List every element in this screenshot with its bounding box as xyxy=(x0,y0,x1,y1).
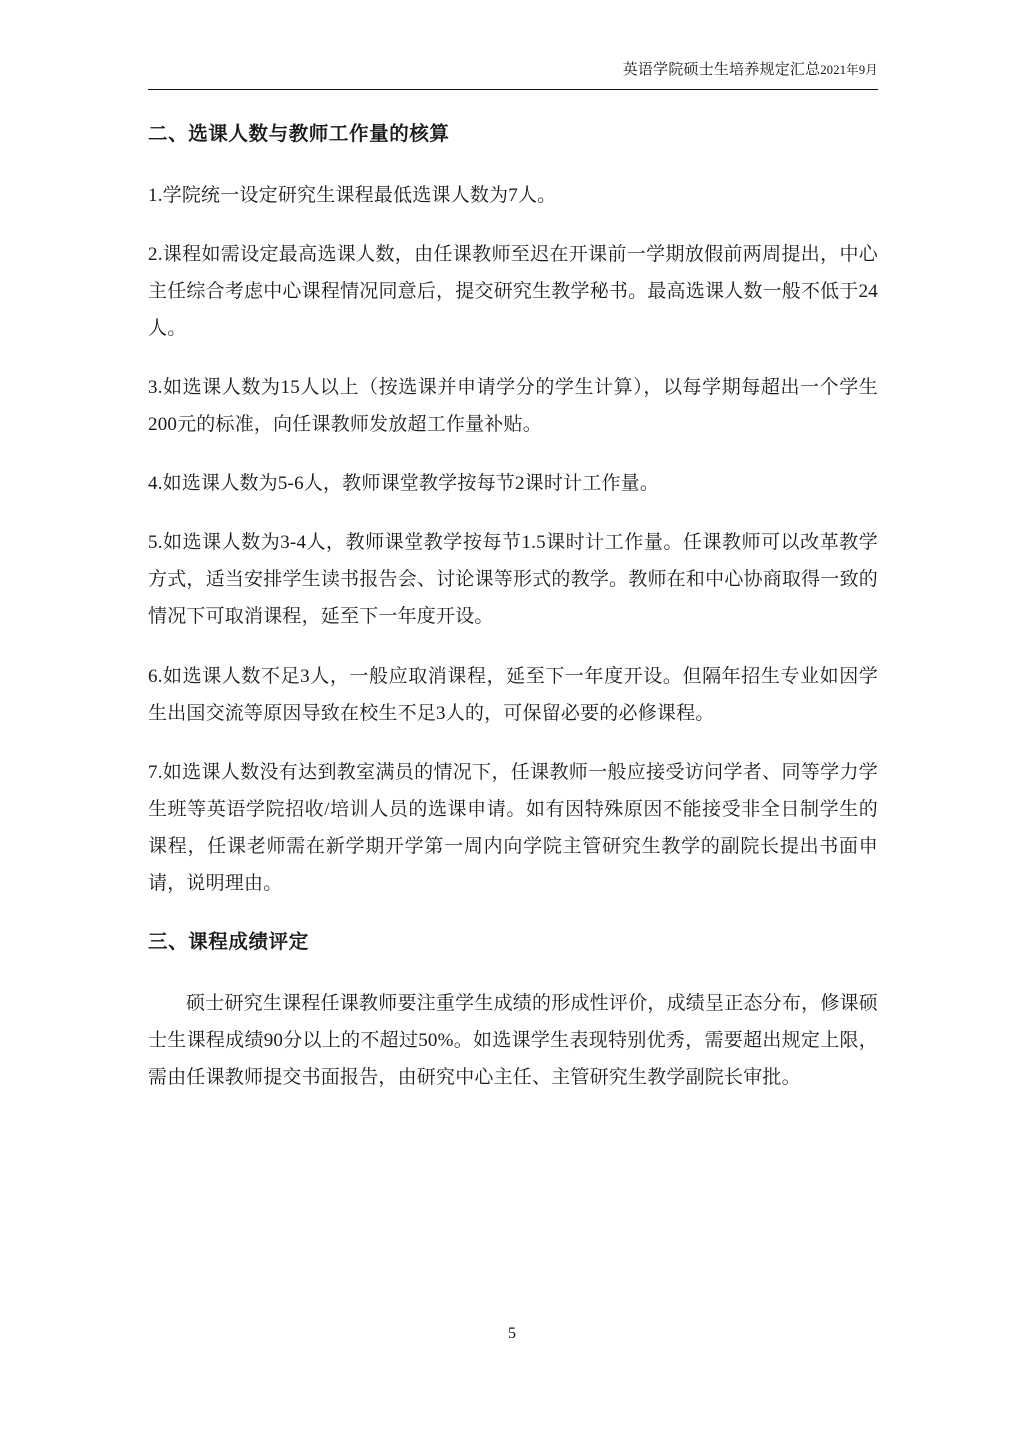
paragraph-item-1: 1.学院统一设定研究生课程最低选课人数为7人。 xyxy=(148,185,557,207)
paragraph-item-5: 5.如选课人数为3-4人，教师课堂教学按每节1.5课时计工作量。任课教师可以改革教学方式，适当安排学生读书报告会、讨论课等形式的教学。教师在和中心协商取得一致的情况下可取消课程，延至下一年度开设。 xyxy=(148,532,878,628)
paragraph-grading: 硕士研究生课程任课教师要注重学生成绩的形成性评价，成绩呈正态分布，修课硕士生课程成绩90分以上的不超过50%。如选课学生表现特别优秀，需要超出规定上限，需由任课教师提交书面报告，由研究中心主任、主管研究生教学副院长审批。 xyxy=(148,992,878,1088)
page-number: 5 xyxy=(508,1325,516,1342)
paragraph-item-3: 3.如选课人数为15人以上（按选课并申请学分的学生计算），以每学期每超出一个学生200元的标准，向任课教师发放超工作量补贴。 xyxy=(148,377,878,436)
paragraph-item-2: 2.课程如需设定最高选课人数，由任课教师至迟在开课前一学期放假前两周提出，中心主任综合考虑中心课程情况同意后，提交研究生教学秘书。最高选课人数一般不低于24人。 xyxy=(148,244,878,340)
page-footer xyxy=(0,1325,1024,1343)
section-title-three: 三、课程成绩评定 xyxy=(148,931,309,953)
header-date: 2021年9月 xyxy=(820,63,878,77)
page-content xyxy=(148,60,878,1118)
header-title: 英语学院硕士生培养规定汇总 xyxy=(622,62,821,78)
section-title-two: 二、选课人数与教师工作量的核算 xyxy=(148,124,450,145)
page-header xyxy=(148,60,878,89)
header-divider xyxy=(148,89,878,90)
paragraph-item-4: 4.如选课人数为5-6人，教师课堂教学按每节2课时计工作量。 xyxy=(148,473,660,495)
paragraph-item-7: 7.如选课人数没有达到教室满员的情况下，任课教师一般应接受访问学者、同等学力学生班等英语学院招收/培训人员的选课申请。如有因特殊原因不能接受非全日制学生的课程，任课老师需在新学期开学第一周内向学院主管研究生教学的副院长提出书面申请，说明理由。 xyxy=(148,761,878,894)
paragraph-item-6: 6.如选课人数不足3人，一般应取消课程，延至下一年度开设。但隔年招生专业如因学生出国交流等原因导致在校生不足3人的，可保留必要的必修课程。 xyxy=(148,665,878,724)
